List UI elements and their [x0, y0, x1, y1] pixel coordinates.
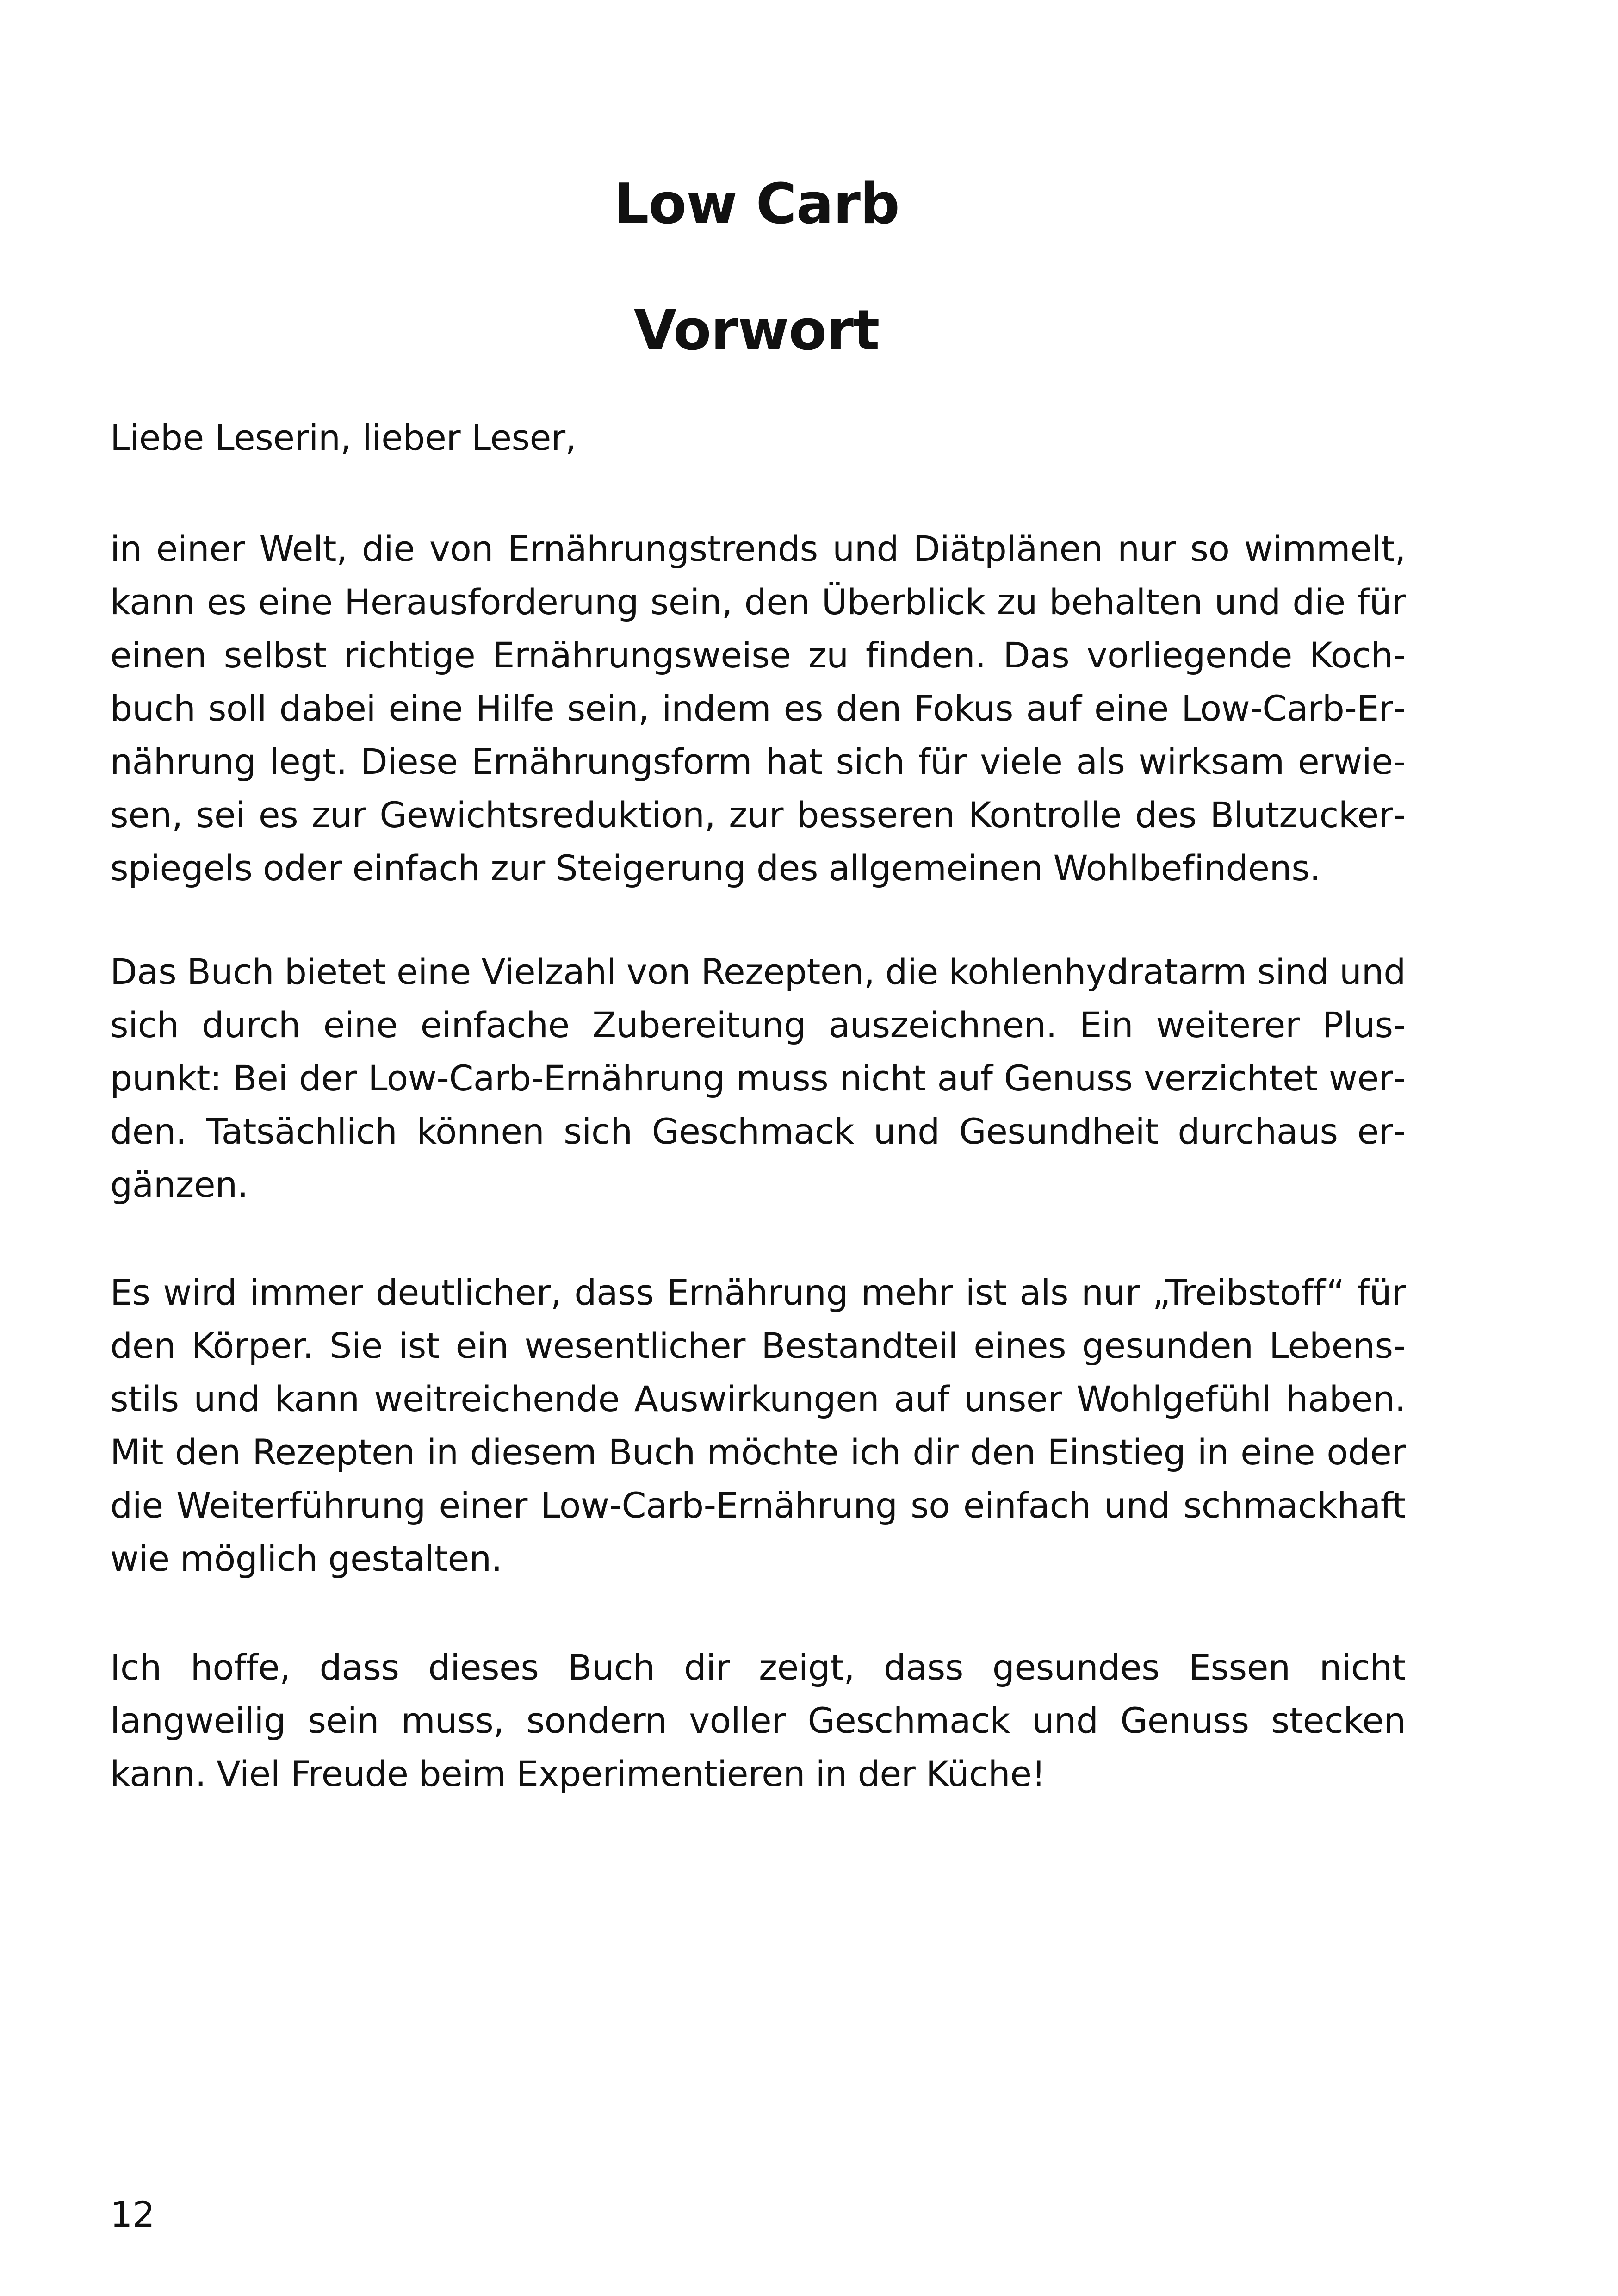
salutation: Liebe Leserin, lieber Leser,	[110, 417, 577, 458]
body-paragraph-3: Es wird immer deutlicher, dass Ernährung mehr ist als nur „Treibstoff“ für den Körper. Sie ist ein wesentlicher Bestandteil eines gesunden Lebensstils und kann weitreichende Auswirkungen auf unser Wohlgefühl haben. Mit den Rezepten in diesem Buch möchte ich dir den Einstieg in eine oder die Weiterführung einer Low-Carb-Ernährung so einfach und schmackhaft wie möglich gestalten.	[110, 1272, 1406, 1579]
body-paragraph-1: in einer Welt, die von Ernährungstrends und Diätplänen nur so wimmelt, kann es eine Herausforderung sein, den Überblick zu behalten und die für einen selbst richtige Ernährungsweise zu finden. Das vorliegende Kochbuch soll dabei eine Hilfe sein, indem es den Fokus auf eine Low-Carb-Ernährung legt. Diese Ernährungsform hat sich für viele als wirksam erwiesen, sei es zur Gewichtsreduktion, zur besseren Kontrolle des Blutzuckerspiegels oder einfach zur Steigerung des allgemeinen Wohlbefindens.	[110, 528, 1406, 889]
page-number: 12	[110, 2194, 155, 2235]
book-title: Low Carb	[614, 172, 899, 236]
body-paragraph-2: Das Buch bietet eine Vielzahl von Rezepten, die kohlenhydratarm sind und sich durch eine einfache Zubereitung auszeichnen. Ein weiterer Pluspunkt: Bei der Low-Carb-Ernährung muss nicht auf Genuss verzichtet werden. Tatsächlich können sich Geschmack und Gesundheit durchaus ergänzen.	[110, 951, 1406, 1205]
chapter-title: Vorwort	[633, 299, 880, 363]
body-paragraph-4: Ich hoffe, dass dieses Buch dir zeigt, dass gesundes Essen nicht langweilig sein muss, sondern voller Geschmack und Genuss stecken kann. Viel Freude beim Experimentieren in der Küche!	[110, 1647, 1406, 1794]
